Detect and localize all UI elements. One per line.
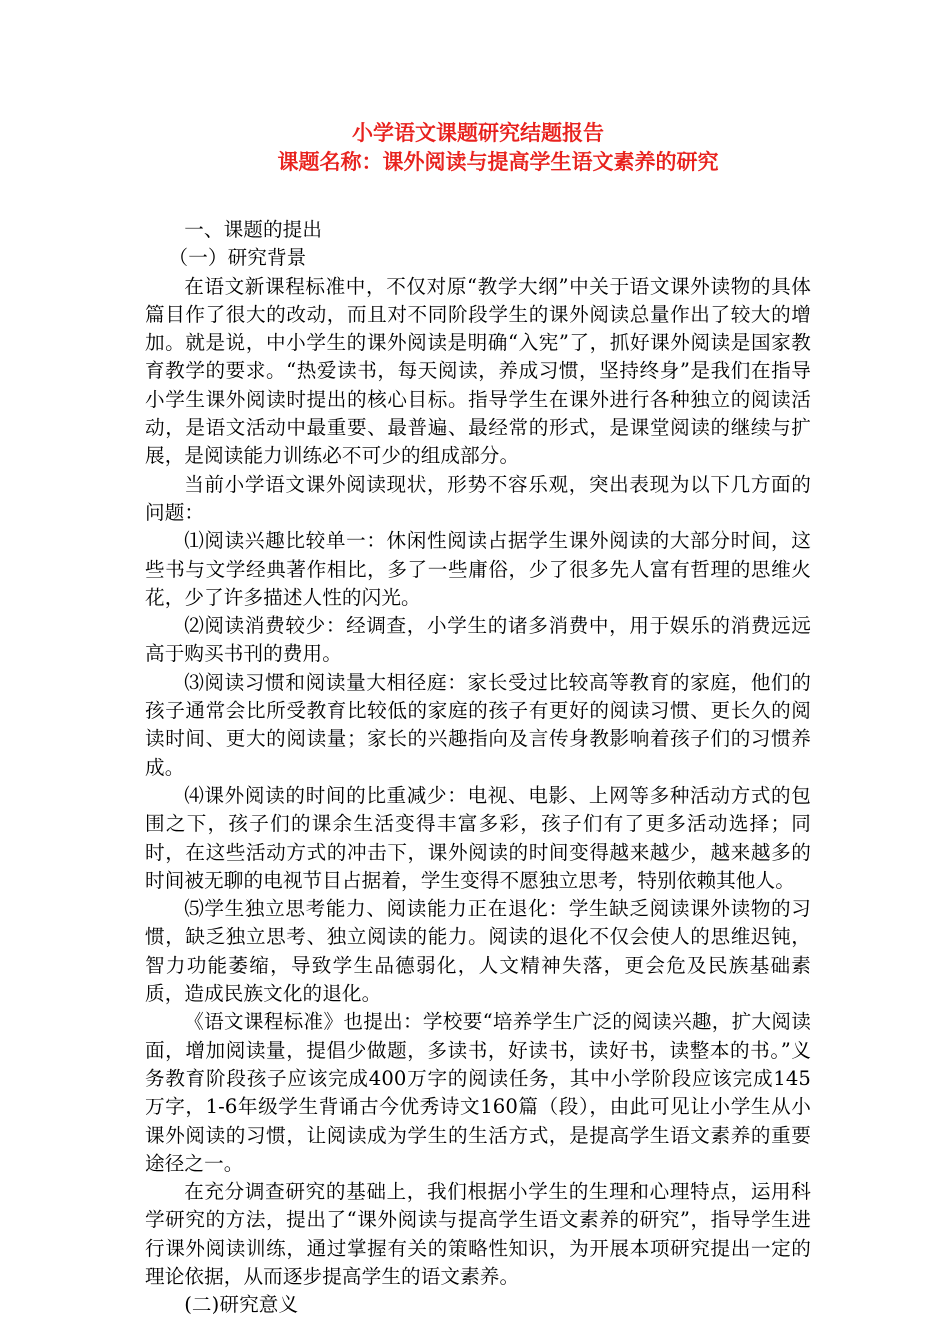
subsection-heading: (二)研究意义	[184, 1293, 299, 1317]
list-item: ⑷课外阅读的时间的比重减少：电视、电影、上网等多种活动方式的包围之下，孩子们的课余生活变得丰富多彩，孩子们有了更多活动选择；同时，在这些活动方式的冲击下，课外阅读的时间变得越来越少，越来越多的时间被无聊的电视节目占据着，学生变得不愿独立思考，特别依赖其他人。	[145, 783, 811, 892]
paragraph: 《语文课程标准》也提出：学校要“培养学生广泛的阅读兴趣，扩大阅读面，增加阅读量，提倡少做题，多读书，好读书，读好书，读整本的书。”义务教育阶段孩子应该完成400万字的阅读任务，其中小学阶段应该完成145万字，1-6年级学生背诵古今优秀诗文160篇（段），由此可见让小学生从小课外阅读的习惯，让阅读成为学生的生活方式，是提高学生语文素养的重要途径之一。	[145, 1010, 811, 1175]
document-page	[145, 118, 811, 1320]
report-subtitle: 课题名称：课外阅读与提高学生语文素养的研究	[277, 149, 719, 174]
list-item: ⑸学生独立思考能力、阅读能力正在退化：学生缺乏阅读课外读物的习惯，缺乏独立思考、独立阅读的能力。阅读的退化不仅会使人的思维迟钝，智力功能萎缩，导致学生品德弱化，人文精神失落，更会危及民族基础素质，造成民族文化的退化。	[145, 897, 811, 1006]
list-item: ⑴阅读兴趣比较单一：休闲性阅读占据学生课外阅读的大部分时间，这些书与文学经典著作相比，多了一些庸俗，少了很多先人富有哲理的思维火花，少了许多描述人性的闪光。	[145, 529, 811, 609]
list-item: ⑵阅读消费较少：经调查，小学生的诸多消费中，用于娱乐的消费远远高于购买书刊的费用。	[145, 614, 811, 666]
subsection-heading: （一）研究背景	[168, 246, 307, 270]
paragraph: 当前小学语文课外阅读现状，形势不容乐观，突出表现为以下几方面的问题：	[145, 472, 811, 524]
document-body	[145, 216, 811, 1320]
paragraph: 在充分调查研究的基础上，我们根据小学生的生理和心理特点，运用科学研究的方法，提出了“课外阅读与提高学生语文素养的研究”，指导学生进行课外阅读训练，通过掌握有关的策略性知识，为开展本项研究提出一定的理论依据，从而逐步提高学生的语文素养。	[145, 1180, 811, 1288]
section-heading: 一、课题的提出	[184, 218, 323, 241]
paragraph: 在语文新课程标准中，不仅对原“教学大纲”中关于语文课外读物的具体篇目作了很大的改动，而且对不同阶段学生的课外阅读总量作出了较大的增加。就是说，中小学生的课外阅读是明确“入宪”了，抓好课外阅读是国家教育教学的要求。“热爱读书，每天阅读，养成习惯，坚持终身”是我们在指导小学生课外阅读时提出的核心目标。指导学生在课外进行各种独立的阅读活动，是语文活动中最重要、最普遍、最经常的形式，是课堂阅读的继续与扩展，是阅读能力训练必不可少的组成部分。	[145, 274, 811, 468]
list-item: ⑶阅读习惯和阅读量大相径庭：家长受过比较高等教育的家庭，他们的孩子通常会比所受教育比较低的家庭的孩子有更好的阅读习惯、更长久的阅读时间、更大的阅读量；家长的兴趣指向及言传身教影响着孩子们的习惯养成。	[145, 670, 811, 779]
report-title: 小学语文课题研究结题报告	[352, 120, 604, 145]
